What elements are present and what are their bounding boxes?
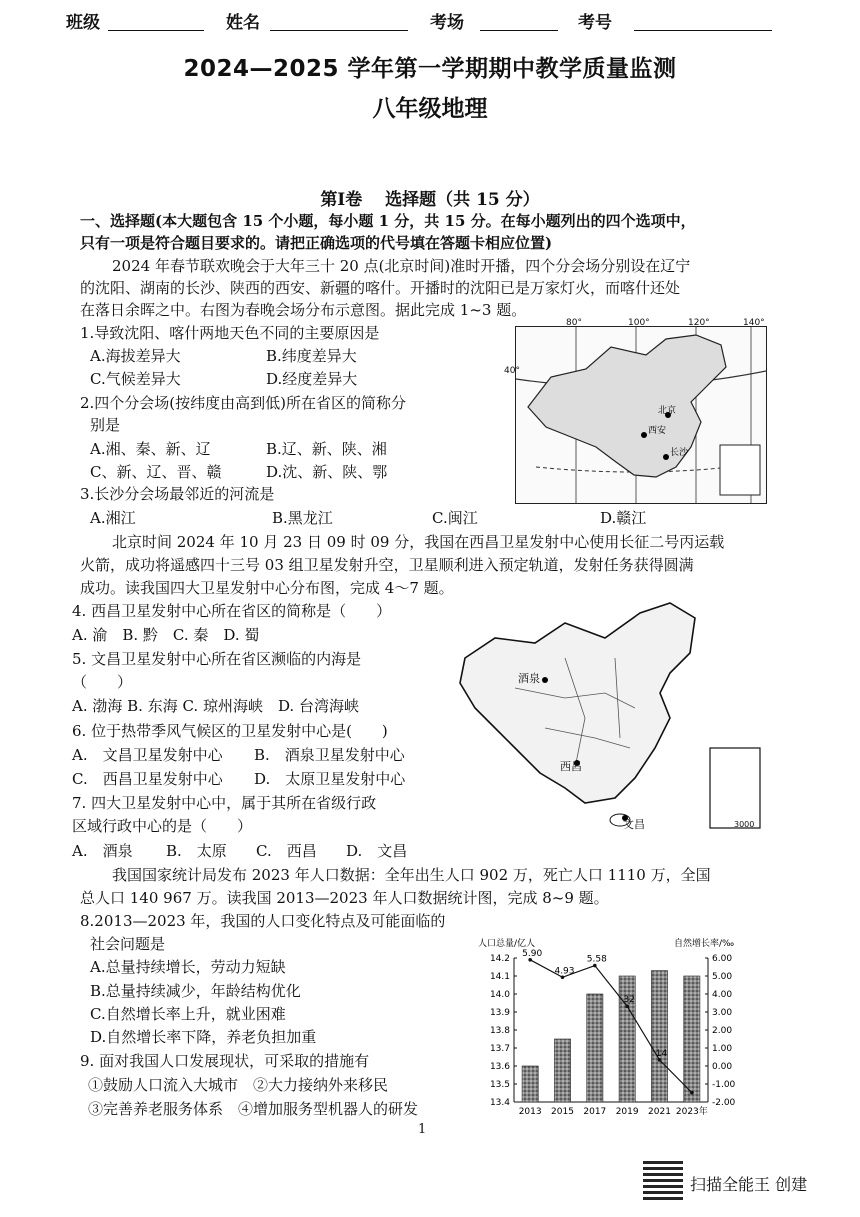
q9-option-line-1: ①鼓励人口流入大城市 ②大力接纳外来移民	[88, 1076, 389, 1094]
q4-stem: 4. 西昌卫星发射中心所在省区的简称是（ ）	[72, 602, 392, 620]
number-label: 考号	[578, 13, 612, 33]
population-chart-svg	[476, 934, 776, 1124]
q7-stem-2: 区域行政中心的是（ ）	[72, 817, 253, 835]
x-tick-label: 2023年	[675, 1107, 708, 1117]
xichang-label: 西昌	[560, 760, 582, 773]
south-china-sea-inset	[710, 748, 760, 828]
q3-option-c: C.闽江	[432, 509, 478, 527]
q5-options: A. 渤海 B. 东海 C. 琼州海峡 D. 台湾海峡	[72, 697, 359, 715]
growth-rate-data-label: 5.58	[586, 954, 607, 965]
scale-label: 3000	[734, 820, 755, 829]
q8-option-a: A.总量持续增长，劳动力短缺	[90, 958, 286, 976]
q3-option-d: D.赣江	[600, 509, 647, 527]
population-chart	[476, 934, 776, 1124]
name-field[interactable]	[270, 30, 408, 31]
population-bar	[554, 1039, 570, 1102]
q8-option-b: B.总量持续减少，年龄结构优化	[90, 982, 301, 1000]
population-bar	[684, 976, 700, 1102]
room-label: 考场	[430, 13, 464, 33]
q3-stem: 3.长沙分会场最邻近的河流是	[80, 485, 275, 503]
launch-center-map-graphic	[455, 598, 775, 838]
q7-option-b: B. 太原	[166, 842, 227, 860]
section-title: 第Ⅰ卷 选择题（共 15 分）	[320, 190, 540, 210]
jiuquan-label: 酒泉	[518, 672, 540, 685]
q1-stem: 1.导致沈阳、喀什两地天色不同的主要原因是	[80, 324, 380, 342]
q2-stem-1: 2.四个分会场(按纬度由高到低)所在省区的简称分	[80, 394, 407, 412]
lon-label-140: 140°	[743, 318, 765, 328]
q6-option-b: B. 酒泉卫星发射中心	[254, 746, 405, 764]
y2-tick-label: 3.00	[712, 1008, 733, 1018]
q7-option-d: D. 文昌	[346, 842, 408, 860]
passage3-line2: 总人口 140 967 万。读我国 2013—2023 年人口数据统计图，完成 8~9 题。	[80, 889, 609, 907]
y2-tick-label: 5.00	[712, 972, 733, 982]
q9-option-line-2: ③完善养老服务体系 ④增加服务型机器人的研发	[88, 1100, 419, 1118]
x-tick-label: 2021	[648, 1107, 671, 1117]
growth-rate-data-label: 14	[655, 1048, 668, 1059]
south-china-sea-inset	[720, 445, 760, 495]
q6-stem: 6. 位于热带季风气候区的卫星发射中心是( )	[72, 722, 388, 740]
instruction-line-2: 只有一项是符合题目要求的。请把正确选项的代号填在答题卡相应位置)	[80, 234, 553, 252]
student-info-header	[66, 6, 796, 36]
xian-marker	[641, 432, 647, 438]
changsha-marker	[663, 454, 669, 460]
class-field[interactable]	[108, 30, 204, 31]
q1-option-d: D.经度差异大	[266, 370, 358, 388]
q9-stem: 9. 面对我国人口发展现状，可采取的措施有	[80, 1052, 370, 1070]
y2-tick-label: -2.00	[712, 1098, 736, 1108]
y-tick-label: 13.5	[489, 1080, 510, 1090]
city-label-xian: 西安	[648, 426, 667, 436]
q7-stem-1: 7. 四大卫星发射中心中，属于其所在省级行政	[72, 794, 377, 812]
q4-options: A. 渝 B. 黔 C. 秦 D. 蜀	[72, 626, 260, 644]
q1-option-c: C.气候差异大	[90, 370, 181, 388]
spring-gala-venue-map	[515, 326, 767, 504]
q3-option-b: B.黑龙江	[272, 509, 333, 527]
lat-label-40: 40°	[504, 366, 520, 376]
x-tick-label: 2017	[583, 1107, 607, 1117]
q8-stem-2: 社会问题是	[90, 935, 166, 953]
number-field[interactable]	[634, 30, 772, 31]
y-tick-label: 13.7	[489, 1044, 510, 1054]
y2-tick-label: 2.00	[712, 1026, 733, 1036]
growth-rate-data-label: 32	[623, 995, 635, 1006]
x-tick-label: 2013	[518, 1107, 542, 1117]
exam-title: 2024—2025 学年第一学期期中教学质量监测	[183, 56, 677, 82]
launch-center-map	[455, 598, 775, 838]
y2-tick-label: 1.00	[712, 1044, 733, 1054]
q1-option-b: B.纬度差异大	[266, 347, 357, 365]
page-number: 1	[418, 1122, 427, 1137]
growth-rate-data-label: 5.90	[522, 948, 543, 959]
q7-option-c: C. 西昌	[256, 842, 317, 860]
city-label-beijing: 北京	[658, 406, 677, 416]
passage1-line1: 2024 年春节联欢晚会于大年三十 20 点(北京时间)准时开播，四个分会场分别设在辽宁	[112, 257, 691, 275]
scanner-watermark: 扫描全能王 创建	[690, 1175, 808, 1194]
q2-option-a: A.湘、秦、新、辽	[90, 440, 211, 458]
exam-subtitle: 八年级地理	[372, 96, 488, 122]
q2-option-c: C、新、辽、晋、赣	[90, 463, 222, 481]
y-tick-label: 14.0	[489, 990, 510, 1000]
y2-tick-label: 0.00	[712, 1062, 733, 1072]
room-field[interactable]	[480, 30, 558, 31]
passage1-line3: 在落日余晖之中。右图为春晚会场分布示意图。据此完成 1~3 题。	[80, 301, 527, 319]
population-bar	[651, 971, 667, 1102]
q3-option-a: A.湘江	[90, 509, 136, 527]
q1-option-a: A.海拔差异大	[90, 347, 181, 365]
q2-stem-2: 别是	[90, 416, 121, 434]
y2-tick-label: 6.00	[712, 954, 733, 964]
q6-option-a: A. 文昌卫星发射中心	[72, 746, 223, 764]
q8-option-c: C.自然增长率上升，就业困难	[90, 1005, 286, 1023]
lon-label-120: 120°	[688, 318, 710, 328]
x-tick-label: 2015	[551, 1107, 574, 1117]
q8-option-d: D.自然增长率下降，养老负担加重	[90, 1028, 317, 1046]
y2-tick-label: 4.00	[712, 990, 733, 1000]
population-bar	[587, 994, 603, 1102]
q2-option-b: B.辽、新、陕、湘	[266, 440, 387, 458]
q2-option-d: D.沈、新、陕、鄂	[266, 463, 388, 481]
y2-axis-title: 自然增长率/‰	[674, 939, 735, 949]
class-label: 班级	[66, 13, 100, 33]
q6-option-c: C. 西昌卫星发射中心	[72, 770, 223, 788]
passage2-line1: 北京时间 2024 年 10 月 23 日 09 时 09 分，我国在西昌卫星发射中心使用长征二号丙运载	[112, 533, 725, 551]
growth-rate-point	[690, 1091, 694, 1095]
qr-code-icon	[643, 1160, 683, 1200]
y-tick-label: 13.6	[489, 1062, 510, 1072]
name-label: 姓名	[226, 13, 260, 33]
y-tick-label: 14.1	[489, 972, 510, 982]
y-tick-label: 13.9	[489, 1008, 510, 1018]
jiuquan-marker	[542, 677, 548, 683]
population-bar	[522, 1066, 538, 1102]
q6-option-d: D. 太原卫星发射中心	[254, 770, 406, 788]
city-label-changsha: 长沙	[670, 448, 689, 458]
passage3-line1: 我国国家统计局发布 2023 年人口数据：全年出生人口 902 万，死亡人口 1110 万，全国	[112, 866, 711, 884]
lon-label-80: 80°	[566, 318, 582, 328]
china-map-graphic	[516, 327, 766, 503]
growth-rate-data-label: 4.93	[554, 966, 575, 977]
y-tick-label: 13.4	[489, 1098, 510, 1108]
passage1-line2: 的沈阳、湖南的长沙、陕西的西安、新疆的喀什。开播时的沈阳已是万家灯火，而喀什还处	[80, 279, 681, 297]
q8-stem-1: 8.2013—2023 年，我国的人口变化特点及可能面临的	[80, 912, 446, 930]
lon-label-100: 100°	[628, 318, 650, 328]
q7-option-a: A. 酒泉	[72, 842, 133, 860]
y2-tick-label: -1.00	[712, 1080, 736, 1090]
passage2-line2: 火箭，成功将遥感四十三号 03 组卫星发射升空，卫星顺利进入预定轨道，发射任务获得圆满	[80, 556, 694, 574]
q5-stem-2: （ ）	[72, 673, 133, 691]
passage2-line3: 成功。读我国四大卫星发射中心分布图，完成 4～7 题。	[80, 579, 454, 597]
x-tick-label: 2019	[615, 1107, 639, 1117]
instruction-line-1: 一、选择题(本大题包含 15 个小题，每小题 1 分，共 15 分。在每小题列出的四个选项中，	[80, 212, 696, 230]
y-axis-title: 人口总量/亿人	[478, 939, 536, 949]
q5-stem-1: 5. 文昌卫星发射中心所在省区濒临的内海是	[72, 650, 362, 668]
y-tick-label: 13.8	[489, 1026, 510, 1036]
wenchang-label: 文昌	[623, 818, 645, 831]
y-tick-label: 14.2	[489, 954, 510, 964]
